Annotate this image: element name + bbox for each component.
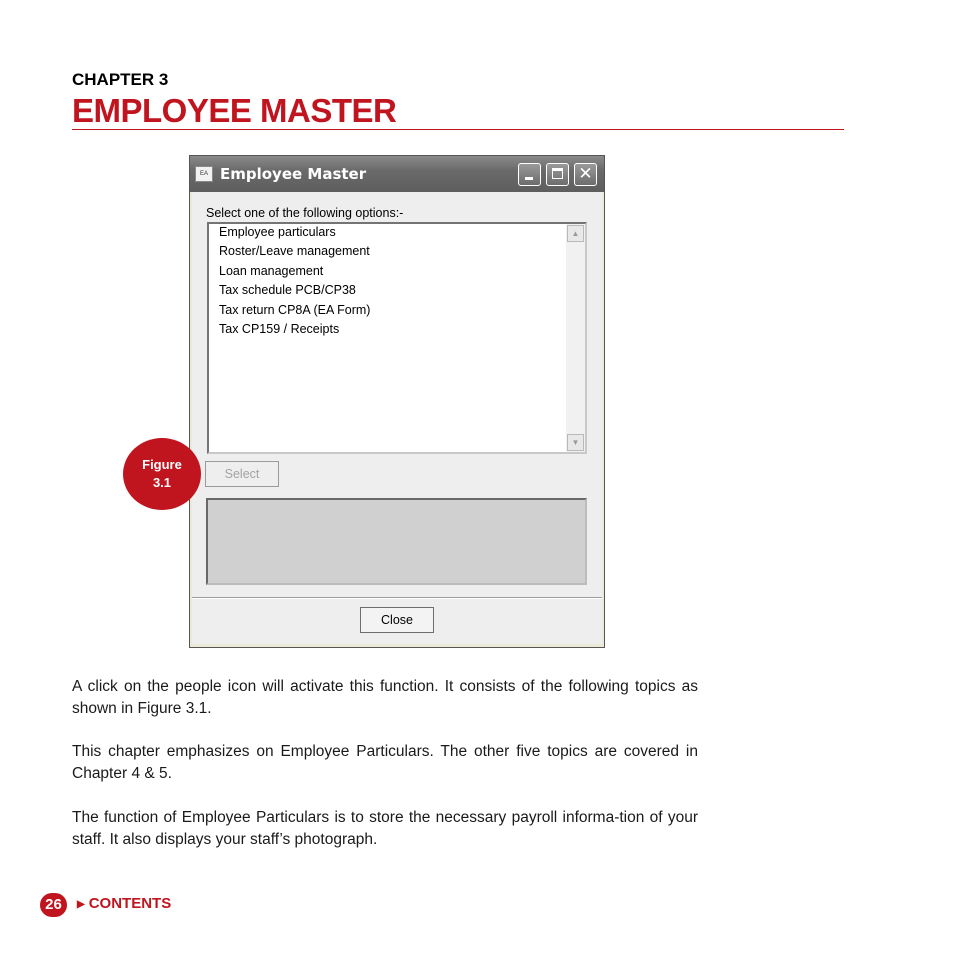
- close-icon: ✕: [578, 164, 593, 184]
- list-item-tax-cp159[interactable]: Tax CP159 / Receipts: [219, 322, 340, 336]
- window-client: [192, 192, 602, 644]
- paragraph: This chapter emphasizes on Employee Particulars. The other five topics are covered in Chapter 4 & 5.: [72, 743, 698, 782]
- contents-label: CONTENTS: [88, 895, 172, 912]
- figure-badge-number: 3.1: [152, 475, 172, 490]
- window-close-button[interactable]: [574, 163, 597, 186]
- list-item-roster-leave[interactable]: Roster/Leave management: [219, 244, 370, 258]
- title-rule: [72, 129, 844, 130]
- window-divider: [192, 597, 602, 599]
- figure-badge-label: Figure: [142, 457, 182, 472]
- list-item-tax-return[interactable]: Tax return CP8A (EA Form): [219, 303, 371, 317]
- chapter-title: EMPLOYEE MASTER: [72, 92, 397, 129]
- scroll-up-arrow-icon[interactable]: ▲: [567, 225, 584, 242]
- minimize-icon: [525, 177, 533, 180]
- window-titlebar[interactable]: [190, 156, 604, 192]
- paragraph: The function of Employee Particulars is to store the necessary payroll informa-tion of your staff. It also displays your staff’s photograph.: [72, 809, 698, 848]
- page-number: 26: [40, 893, 67, 917]
- maximize-icon: [552, 168, 563, 179]
- options-listbox[interactable]: [207, 222, 587, 454]
- list-item-tax-schedule[interactable]: Tax schedule PCB/CP38: [219, 283, 356, 297]
- close-button[interactable]: Close: [360, 607, 434, 633]
- list-item-employee-particulars[interactable]: Employee particulars: [219, 225, 336, 239]
- maximize-button[interactable]: [546, 163, 569, 186]
- options-prompt: Select one of the following options:-: [206, 206, 404, 220]
- employee-master-window: [189, 155, 605, 648]
- contents-link[interactable]: [77, 895, 171, 912]
- minimize-button[interactable]: [518, 163, 541, 186]
- paragraph: A click on the people icon will activate this function. It consists of the following topics as shown in Figure 3.1.: [72, 678, 698, 717]
- chapter-label: CHAPTER 3: [72, 70, 169, 89]
- select-button[interactable]: Select: [205, 461, 279, 487]
- window-title: Employee Master: [220, 165, 367, 183]
- scroll-down-arrow-icon[interactable]: ▼: [567, 434, 584, 451]
- figure-badge: [123, 438, 201, 510]
- app-icon[interactable]: EA: [195, 166, 213, 182]
- list-scrollbar[interactable]: [566, 224, 585, 452]
- info-panel: [206, 498, 587, 585]
- list-item-loan-management[interactable]: Loan management: [219, 264, 324, 278]
- triangle-right-icon: ▶: [77, 899, 85, 910]
